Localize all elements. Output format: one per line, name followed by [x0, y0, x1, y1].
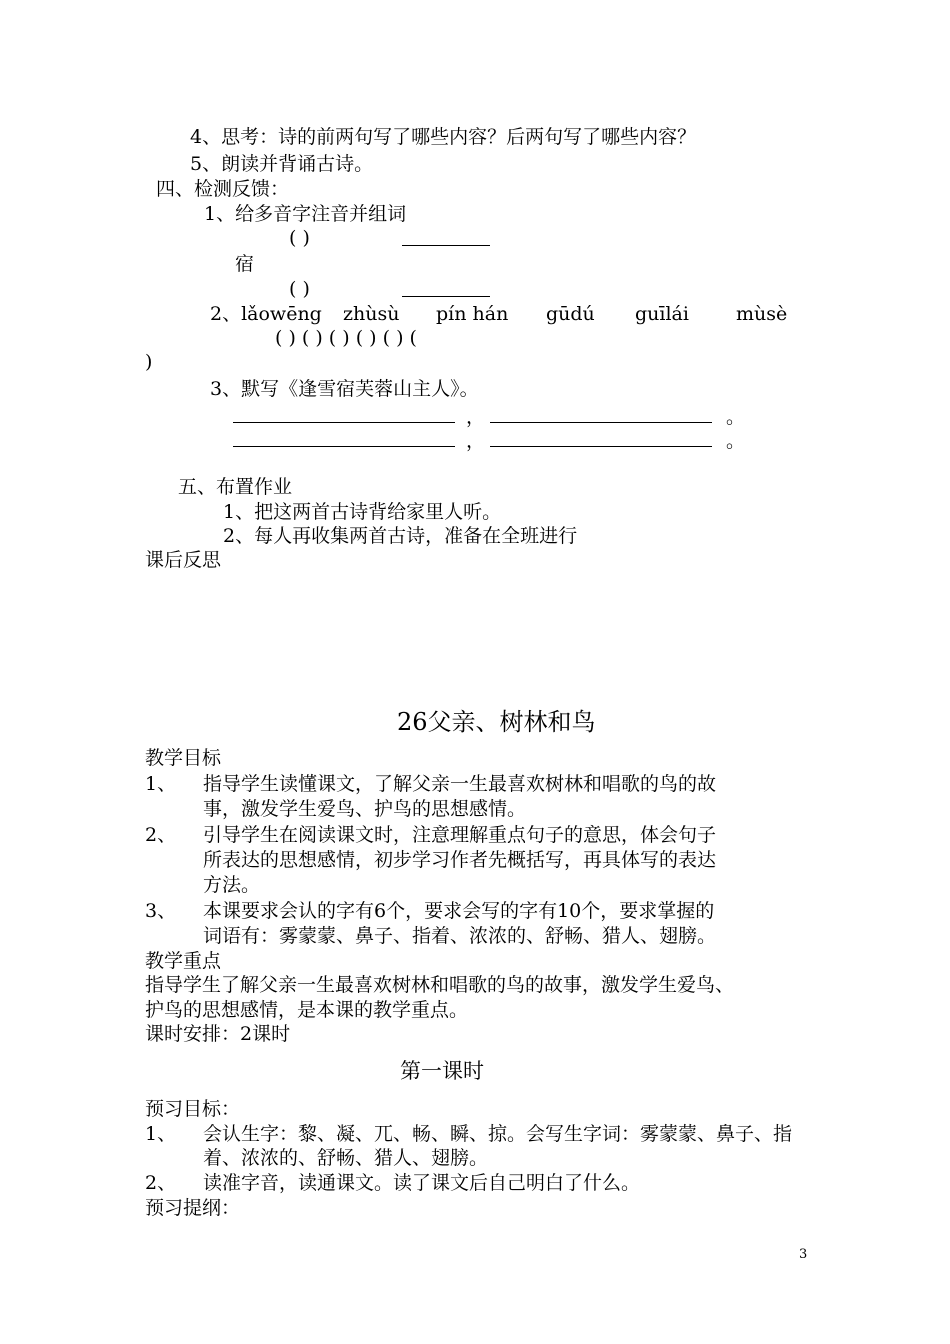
question-5: 5、朗读并背诵古诗。 [190, 153, 374, 175]
pinyin-paren-wrap: ) [145, 351, 153, 373]
pinyin-item: gūdú [546, 303, 595, 325]
goal-line: 所表达的思想感情，初步学习作者先概括写，再具体写的表达 [203, 849, 717, 871]
dictation-line [233, 422, 455, 423]
exercise-1: 1、给多音字注音并组词 [204, 203, 407, 225]
dictation-line [233, 446, 455, 447]
focus-heading: 教学重点 [145, 950, 222, 972]
preview-number: 1、 [145, 1123, 177, 1145]
outline-heading: 预习提纲： [145, 1197, 241, 1219]
pinyin-item: guīlái [635, 303, 689, 325]
pinyin-item: pín hán [436, 303, 509, 325]
pinyin-item: 2、lǎowēng [210, 303, 322, 325]
pinyin-paren-row: ( ) ( ) ( ) ( ) ( ) ( [275, 327, 417, 349]
dictation-line [490, 446, 712, 447]
goal-line: 引导学生在阅读课文时，注意理解重点句子的意思，体会句子 [203, 824, 717, 846]
preview-line: 着、浓浓的、舒畅、猎人、翅膀。 [203, 1147, 489, 1169]
goal-line: 事，激发学生爱鸟、护鸟的思想感情。 [203, 798, 527, 820]
preview-heading: 预习目标： [145, 1098, 241, 1120]
pinyin-item: zhùsù [343, 303, 400, 325]
page-number: 3 [799, 1247, 808, 1262]
pinyin-item: mùsè [736, 303, 788, 325]
goal-number: 3、 [145, 900, 177, 922]
answer-line-2 [402, 296, 490, 297]
paren-blank-1: ( ) [289, 227, 310, 249]
section-4-heading: 四、检测反馈： [156, 178, 290, 200]
focus-line: 指导学生了解父亲一生最喜欢树林和唱歌的鸟的故事，激发学生爱鸟、 [145, 974, 735, 996]
period-mark: 。 [726, 430, 746, 452]
preview-line: 会认生字：黎、凝、兀、畅、瞬、掠。会写生字词：雾蒙蒙、鼻子、指 [203, 1123, 793, 1145]
schedule-line: 课时安排：2课时 [145, 1023, 291, 1045]
polyphone-char: 宿 [235, 253, 255, 275]
goals-heading: 教学目标 [145, 747, 222, 769]
preview-number: 2、 [145, 1172, 177, 1194]
exercise-3: 3、默写《逢雪宿芙蓉山主人》。 [210, 378, 479, 400]
section-5-heading: 五、布置作业 [178, 476, 293, 498]
goal-number: 1、 [145, 773, 177, 795]
comma-mark: ， [466, 406, 486, 428]
dictation-line [490, 422, 712, 423]
comma-mark: ， [466, 430, 486, 452]
question-4: 4、思考：诗的前两句写了哪些内容？后两句写了哪些内容？ [190, 126, 697, 148]
homework-1: 1、把这两首古诗背给家里人听。 [223, 501, 502, 523]
goal-number: 2、 [145, 824, 177, 846]
preview-line: 读准字音，读通课文。读了课文后自己明白了什么。 [203, 1172, 641, 1194]
goal-line: 方法。 [203, 874, 261, 896]
paren-blank-2: ( ) [289, 278, 310, 300]
answer-line-1 [402, 245, 490, 246]
focus-line: 护鸟的思想感情，是本课的教学重点。 [145, 999, 469, 1021]
reflection-label: 课后反思 [145, 549, 222, 571]
homework-2: 2、每人再收集两首古诗，准备在全班进行 [223, 525, 578, 547]
period-title: 第一课时 [400, 1059, 484, 1083]
goal-line: 词语有：雾蒙蒙、鼻子、指着、浓浓的、舒畅、猎人、翅膀。 [203, 925, 717, 947]
goal-line: 指导学生读懂课文，了解父亲一生最喜欢树林和唱歌的鸟的故 [203, 773, 717, 795]
goal-line: 本课要求会认的字有6个，要求会写的字有10个，要求掌握的 [203, 900, 715, 922]
period-mark: 。 [726, 406, 746, 428]
lesson-title: 26父亲、树林和鸟 [397, 708, 596, 736]
